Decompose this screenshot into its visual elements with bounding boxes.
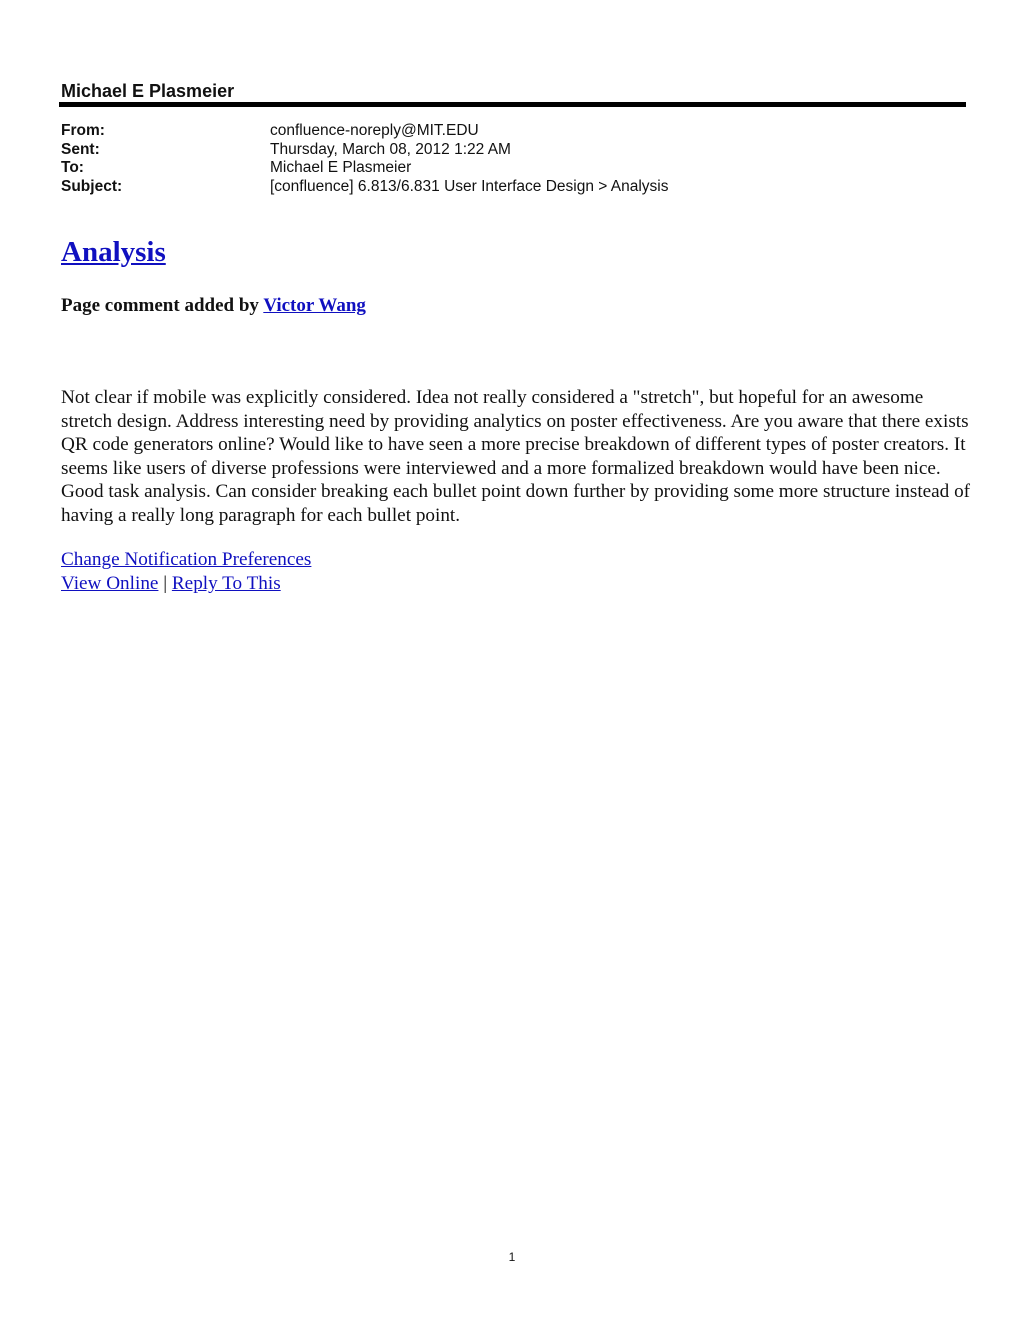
byline-prefix: Page comment added by: [61, 295, 264, 316]
to-label: To:: [61, 159, 84, 177]
reply-to-this-link[interactable]: Reply To This: [171, 573, 281, 594]
from-label: From:: [61, 122, 105, 139]
link-separator: |: [163, 573, 168, 594]
email-meta: [61, 122, 669, 197]
view-online-link[interactable]: View Online: [61, 573, 159, 594]
meta-row-from: [61, 122, 669, 141]
footer-line-actions: [61, 572, 311, 596]
to-value: Michael E Plasmeier: [270, 159, 412, 177]
subject-value: [confluence] 6.813/6.831 User Interface Design > Analysis: [270, 178, 669, 196]
change-notification-preferences-link[interactable]: Change Notification Preferences: [61, 549, 312, 570]
sent-label: Sent:: [61, 140, 100, 158]
from-value: confluence-noreply@MIT.EDU: [270, 122, 479, 139]
page-title: [61, 233, 166, 271]
header-rule: [59, 102, 966, 107]
sent-value: Thursday, March 08, 2012 1:22 AM: [270, 140, 511, 158]
meta-row-subject: [61, 178, 669, 197]
footer-links: [61, 548, 311, 596]
page-title-link[interactable]: Analysis: [61, 236, 166, 268]
subject-label: Subject:: [61, 178, 123, 196]
comment-body: Not clear if mobile was explicitly considered. Idea not really considered a "stretch", but hopeful for an awesome stretch design. Address interesting need by providing analytics on poster effectiveness. Are you aware that there exists QR code generators online? Would like to have seen a more precise breakdown of different types of poster creators. It seems like users of diverse professions were interviewed and a more formalized breakdown would have been nice. Good task analysis. Can consider breaking each bullet point down further by providing some more structure instead of having a really long paragraph for each bullet point.: [61, 387, 971, 526]
meta-row-to: [61, 159, 669, 178]
owner-name: Michael E Plasmeier: [61, 81, 235, 101]
byline: [61, 294, 366, 318]
author-link[interactable]: Victor Wang: [263, 295, 366, 316]
meta-row-sent: [61, 141, 669, 160]
page-number: 1: [508, 1250, 516, 1264]
footer-line-prefs: [61, 548, 311, 572]
